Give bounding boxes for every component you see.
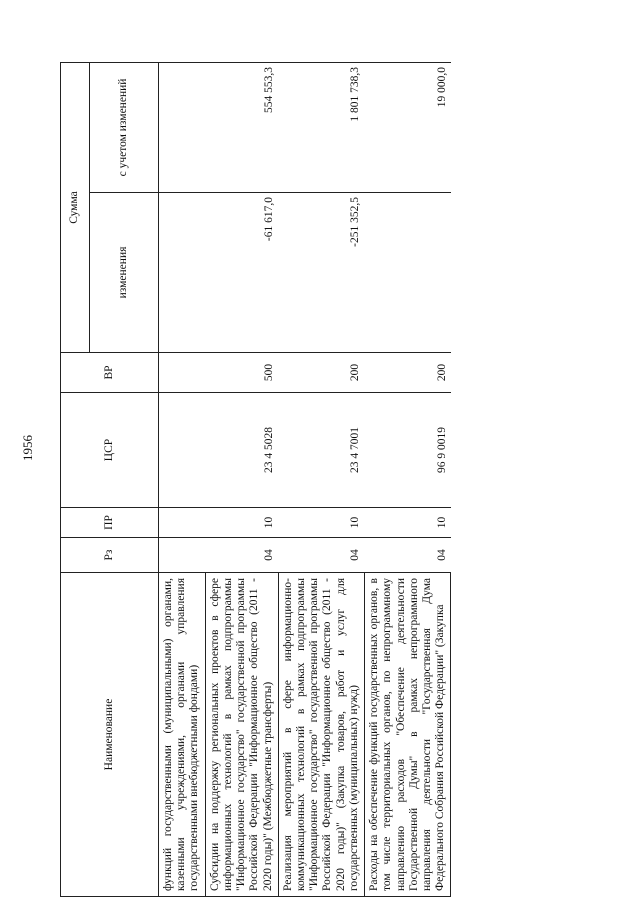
row-vr — [159, 353, 206, 393]
row-name: Субсидии на поддержку региональных проектов в сфере информационных технологий в рамках подпрограммы "Информационное государство" государственной программы Российской Федерации "Информационное общество (2011 - 2020 годы)" (Межбюджетные трансферты) — [205, 573, 278, 897]
page-number: 1956 — [20, 435, 35, 461]
row-changes: -61 617,0 — [205, 193, 278, 353]
row-changes — [159, 193, 206, 353]
row-rz — [159, 538, 206, 573]
table-row — [159, 63, 206, 897]
budget-table — [60, 62, 451, 897]
row-changes: -251 352,5 — [278, 193, 364, 353]
row-rz: 04 — [278, 538, 364, 573]
table-row — [278, 63, 364, 897]
row-name: Реализация мероприятий в сфере информационно-коммуникационных технологий в рамках подпрограммы "Информационное государство" государственной программы Российской Федерации "Информационное общество (2011 - 2020 годы)" (Закупка товаров, работ и услуг для государственных (муниципальных) нужд) — [278, 573, 364, 897]
row-with-changes: 19 000,0 — [365, 63, 451, 193]
row-pr: 10 — [278, 508, 364, 538]
col-header-rz: Рз — [61, 538, 159, 573]
row-vr: 500 — [205, 353, 278, 393]
header-row-top — [61, 63, 90, 897]
row-csr: 23 4 7001 — [278, 393, 364, 508]
row-name: Расходы на обеспечение функций государственных органов, в том числе территориальных органов, по непрограммному направлению расходов "Обеспечение деятельности Государственной Думы" в рамках непрограммного направления деятельности "Государственная Дума Федерального Собрания Российской Федерации" (Закупка — [365, 573, 451, 897]
col-header-name: Наименование — [61, 573, 159, 897]
row-rz: 04 — [205, 538, 278, 573]
row-vr: 200 — [365, 353, 451, 393]
row-with-changes — [159, 63, 206, 193]
table-row — [205, 63, 278, 897]
table-row — [365, 63, 451, 897]
col-header-vr: ВР — [61, 353, 159, 393]
row-with-changes: 554 553,3 — [205, 63, 278, 193]
row-csr: 23 4 5028 — [205, 393, 278, 508]
row-rz: 04 — [365, 538, 451, 573]
row-pr: 10 — [205, 508, 278, 538]
row-csr: 96 9 0019 — [365, 393, 451, 508]
col-header-changes: изменения — [90, 193, 159, 353]
col-header-csr: ЦСР — [61, 393, 159, 508]
row-csr — [159, 393, 206, 508]
row-with-changes: 1 801 738,3 — [278, 63, 364, 193]
row-vr: 200 — [278, 353, 364, 393]
row-pr — [159, 508, 206, 538]
col-header-with-changes: с учетом изменений — [90, 63, 159, 193]
col-header-pr: ПР — [61, 508, 159, 538]
row-pr: 10 — [365, 508, 451, 538]
row-changes — [365, 193, 451, 353]
col-header-sum: Сумма — [61, 63, 90, 353]
row-name: функций государственными (муниципальными) органами, казенными учреждениями, органами управления государственными внебюджетными фондами) — [159, 573, 206, 897]
